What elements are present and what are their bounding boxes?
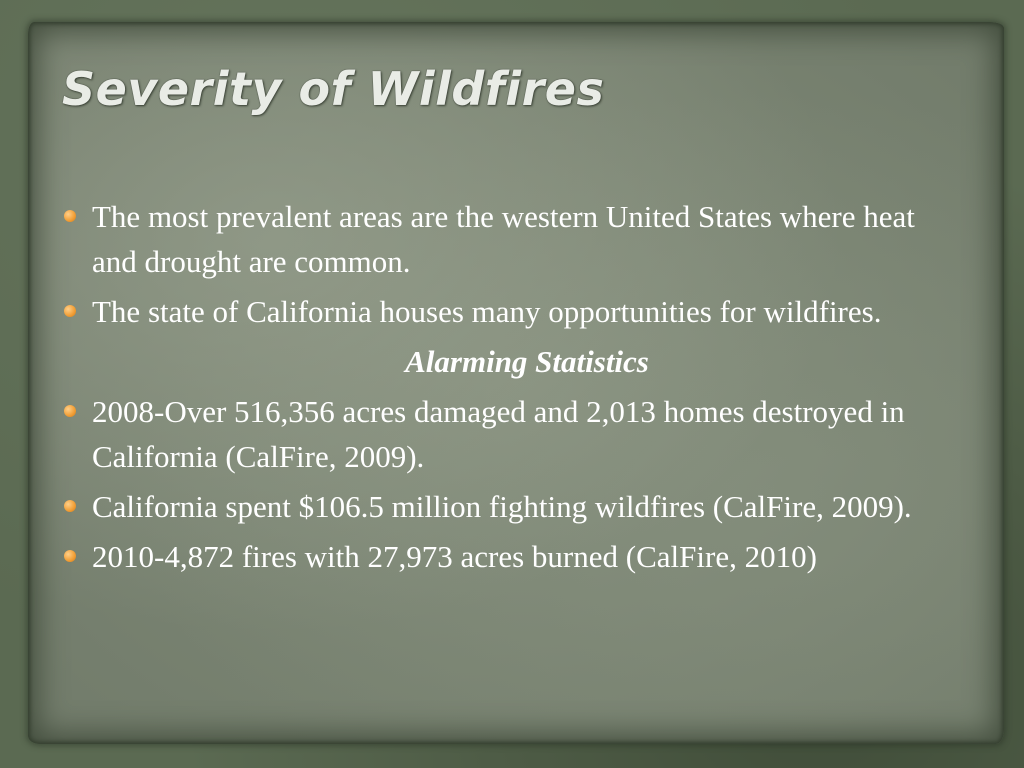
- slide-title: Severity of Wildfires: [62, 62, 605, 116]
- bullet-text: California spent $106.5 million fighting wildfires (CalFire, 2009).: [92, 489, 912, 524]
- bullet-item: [62, 389, 962, 479]
- bullet-dot-icon: [64, 305, 76, 317]
- bullet-text: The state of California houses many opportunities for wildfires.: [92, 294, 882, 329]
- bullet-item: [62, 194, 962, 284]
- bullet-dot-icon: [64, 550, 76, 562]
- bullet-dot-icon: [64, 210, 76, 222]
- subheading-alarming-statistics: Alarming Statistics: [405, 344, 649, 379]
- bullet-dot-icon: [64, 500, 76, 512]
- bullet-text: The most prevalent areas are the western United States where heat and drought are common.: [92, 199, 915, 279]
- bullet-item: [62, 289, 962, 334]
- slide-content: [62, 194, 962, 584]
- bullet-text: 2008-Over 516,356 acres damaged and 2,013 homes destroyed in California (CalFire, 2009).: [92, 394, 905, 474]
- bullet-item: [62, 484, 962, 529]
- bullet-text: 2010-4,872 fires with 27,973 acres burned (CalFire, 2010): [92, 539, 817, 574]
- bullet-item: [62, 534, 962, 579]
- bullet-dot-icon: [64, 405, 76, 417]
